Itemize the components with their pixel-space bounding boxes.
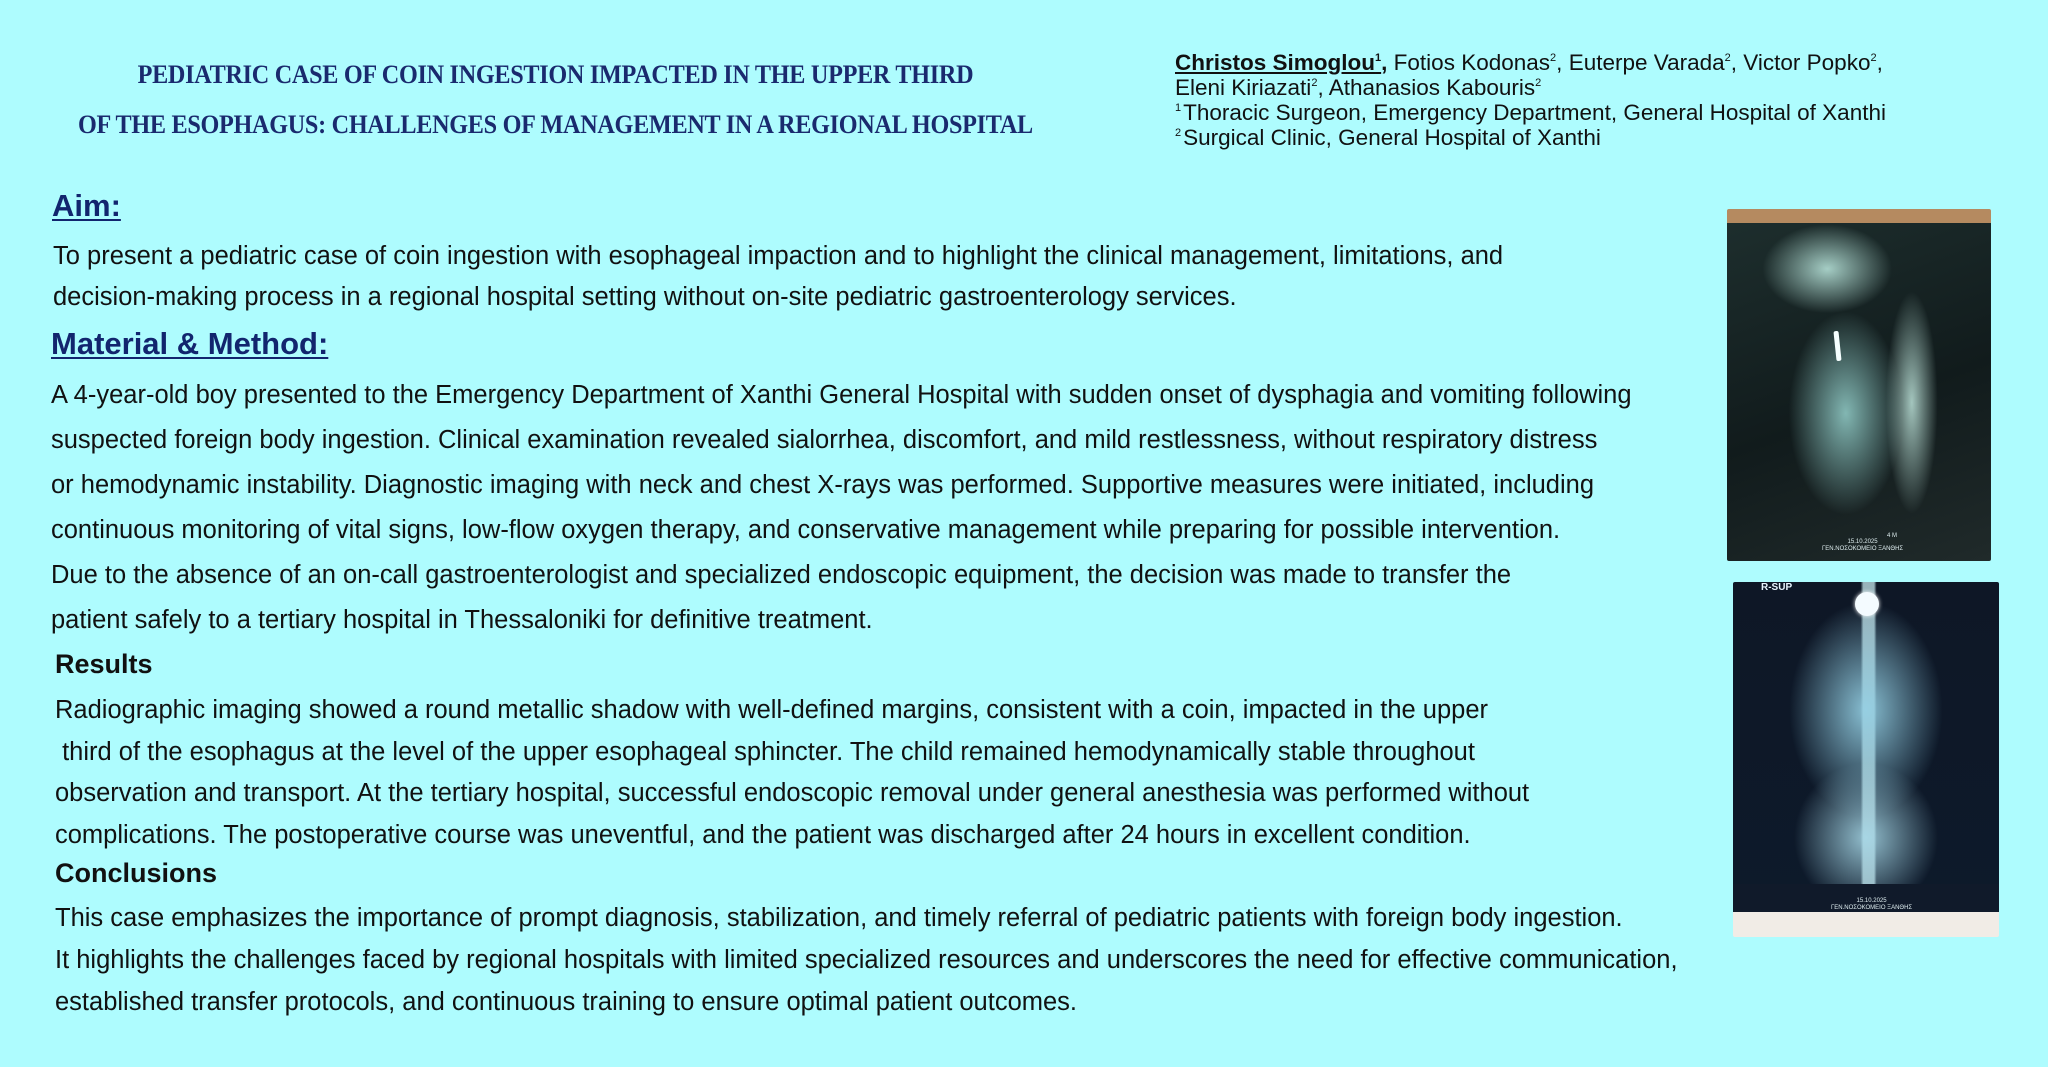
title-line-2: OF THE ESOPHAGUS: CHALLENGES OF MANAGEMENT IN A REGIONAL HOSPITAL: [78, 110, 1033, 139]
affiliation-1: $^1$Thoracic Surgeon, Emergency Department, General Hospital of Xanthi: [1175, 100, 1886, 125]
xray-marker-label: R-SUP: [1761, 582, 1793, 593]
results-text: [55, 690, 1529, 856]
author-line-1: Christos Simoglou$^1$, Fotios Kodonas$^2$, Euterpe Varada$^2$, Victor Popko$^2$,: [1175, 50, 1883, 75]
xray-frontal-caption: 15.10.2025 ΓΕΝ.ΝΟΣΟΚΟΜΕΙΟ ΞΑΝΘΗΣ: [1831, 898, 1913, 911]
conclusions-line: established transfer protocols, and continuous training to ensure optimal patient outcomes.: [55, 988, 1078, 1016]
aim-line: To present a pediatric case of coin ingestion with esophageal impaction and to highlight the clinical management, limitations, and: [53, 242, 1504, 270]
results-line: complications. The postoperative course was uneventful, and the patient was discharged after 24 hours in excellent condition.: [55, 820, 1471, 849]
method-line: Due to the absence of an on-call gastroenterologist and specialized endoscopic equipment, the decision was made to transfer the: [51, 561, 1512, 589]
author: Fotios Kodonas$^2$: [1393, 50, 1557, 75]
coin-shadow: [1833, 331, 1841, 361]
method-line: continuous monitoring of vital signs, low-flow oxygen therapy, and conservative management while preparing for possible intervention.: [51, 516, 1561, 544]
author: Victor Popko$^2$: [1743, 50, 1877, 75]
author: Euterpe Varada$^2$: [1568, 50, 1731, 75]
author: Athanasios Kabouris$^2$: [1328, 75, 1542, 100]
aim-text: [53, 236, 1503, 318]
method-line: or hemodynamic instability. Diagnostic imaging with neck and chest X-rays was performed. Supportive measures were initiated, including: [51, 471, 1594, 499]
results-line: observation and transport. At the tertiary hospital, successful endoscopic removal under general anesthesia was performed without: [55, 779, 1530, 807]
author-line-2: Eleni Kiriazati$^2$, Athanasios Kabouris$^2$: [1175, 75, 1542, 100]
xray-lateral-caption: 15.10.2025 ΓΕΝ.ΝΟΣΟΚΟΜΕΙΟ ΞΑΝΘΗΣ: [1822, 539, 1904, 552]
method-line: A 4-year-old boy presented to the Emergency Department of Xanthi General Hospital with sudden onset of dysphagia and vomiting following: [51, 381, 1632, 409]
method-line: patient safely to a tertiary hospital in Thessaloniki for definitive treatment.: [51, 606, 873, 634]
author: Eleni Kiriazati$^2$: [1175, 75, 1318, 100]
conclusions-heading: Conclusions: [55, 858, 218, 888]
results-heading: Results: [55, 649, 153, 679]
frontal-chest-abdomen-xray-image: [1733, 582, 1999, 937]
affiliation-2: $^2$Surgical Clinic, General Hospital of Xanthi: [1175, 125, 1601, 150]
conclusions-line: This case emphasizes the importance of prompt diagnosis, stabilization, and timely referral of pediatric patients with foreign body ingestion.: [55, 904, 1623, 932]
author-presenter: Christos Simoglou$^1$: [1175, 50, 1382, 75]
results-line: Radiographic imaging showed a round metallic shadow with well-defined margins, consistent with a coin, impacted in the upper: [55, 696, 1489, 724]
method-heading: Material & Method:: [51, 326, 329, 361]
title-line-1: PEDIATRIC CASE OF COIN INGESTION IMPACTED IN THE UPPER THIRD: [137, 60, 974, 89]
conclusions-text: [55, 897, 1678, 1023]
aim-line: decision-making process in a regional hospital setting without on-site pediatric gastroenterology services.: [53, 283, 1237, 311]
xray-lateral-scale: 4 M: [1887, 533, 1898, 539]
aim-heading: Aim:: [52, 188, 121, 223]
method-line: suspected foreign body ingestion. Clinical examination revealed sialorrhea, discomfort, and mild restlessness, without respiratory distress: [51, 426, 1598, 454]
coin-shadow: [1855, 592, 1879, 616]
poster-title: [30, 50, 1081, 150]
conclusions-line: It highlights the challenges faced by regional hospitals with limited specialized resources and underscores the need for effective communication,: [55, 946, 1678, 974]
lateral-neck-chest-xray-image: [1727, 209, 1991, 561]
author-block: [1175, 50, 1886, 150]
results-line: third of the esophagus at the level of the upper esophageal sphincter. The child remained hemodynamically stable throughout: [55, 737, 1475, 766]
method-text: [51, 373, 1632, 643]
